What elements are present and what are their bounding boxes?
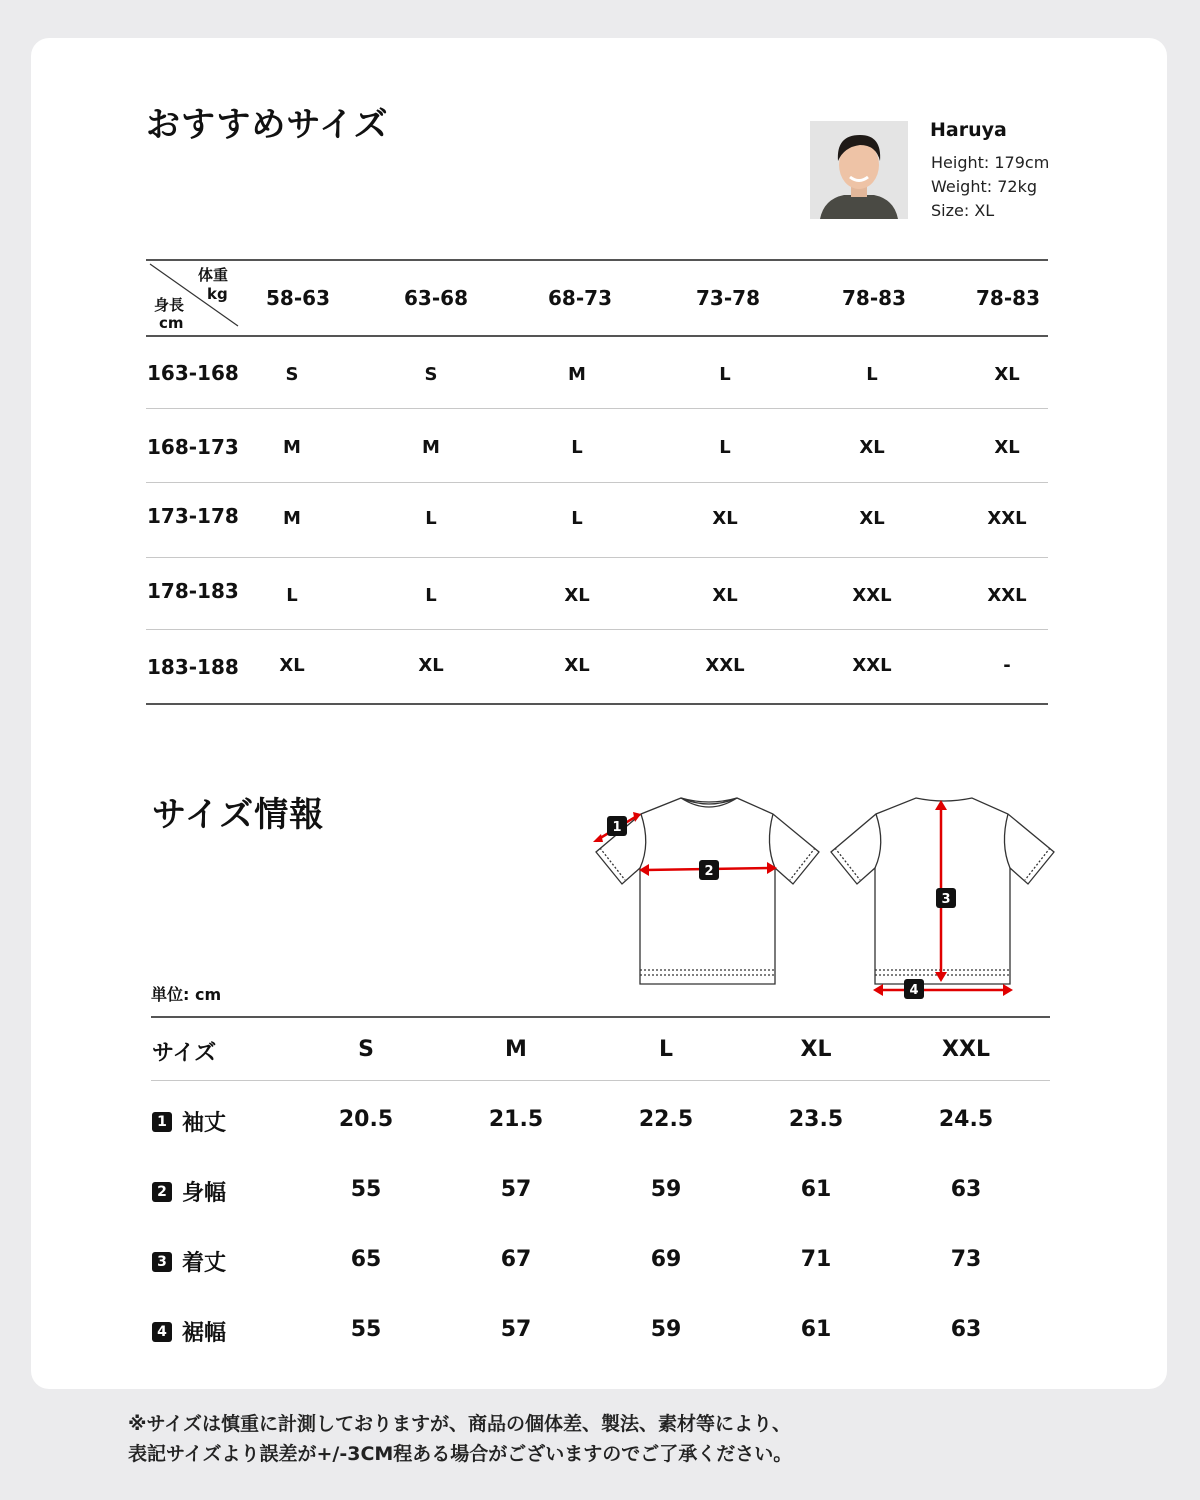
size-col-header: S <box>358 1037 374 1062</box>
diagram-badge-3: 3 <box>941 892 951 907</box>
measurement-name: 袖丈 <box>182 1111 227 1136</box>
size-cell: L <box>571 508 583 529</box>
size-cell: M <box>422 437 440 458</box>
measurement-badge: 3 <box>152 1252 172 1272</box>
table-header-rule <box>146 335 1048 337</box>
unit-label: 単位: cm <box>151 985 222 1004</box>
size-cell: XL <box>859 437 885 458</box>
model-photo <box>810 121 908 219</box>
weight-col-header: 63-68 <box>404 286 468 310</box>
size-cell: XL <box>994 364 1020 385</box>
size-cell: XXL <box>852 585 892 606</box>
size-cell: XL <box>712 508 738 529</box>
size-cell: XXL <box>987 508 1027 529</box>
measurement-label-width <box>152 1176 226 1207</box>
height-row-label: 173-178 <box>147 504 239 528</box>
measurement-value: 61 <box>800 1317 832 1342</box>
measurement-badge: 4 <box>152 1322 172 1342</box>
size-cell: XL <box>994 437 1020 458</box>
corner-height-unit: cm <box>159 314 184 332</box>
size-cell: S <box>285 364 299 385</box>
size-col-header: XXL <box>942 1037 990 1062</box>
size-cell: XL <box>279 655 305 676</box>
corner-height-label: 身長 <box>154 296 185 314</box>
weight-col-header: 58-63 <box>266 286 330 310</box>
measurement-value: 71 <box>800 1247 832 1272</box>
size-cell: XL <box>564 655 590 676</box>
size-table-top-rule <box>151 1016 1050 1018</box>
size-cell: XL <box>859 508 885 529</box>
model-name: Haruya <box>930 119 1007 141</box>
size-cell: M <box>283 508 301 529</box>
measurement-value: 23.5 <box>788 1107 844 1132</box>
weight-col-header: 78-83 <box>842 286 906 310</box>
measurement-value: 59 <box>650 1317 682 1342</box>
size-cell: XXL <box>705 655 745 676</box>
diagram-badge-4: 4 <box>909 983 919 998</box>
row-divider <box>146 629 1048 630</box>
diagram-badge-1: 1 <box>612 820 622 835</box>
measurement-value: 67 <box>500 1247 532 1272</box>
size-cell: XXL <box>852 655 892 676</box>
size-cell: XL <box>712 585 738 606</box>
size-cell: - <box>1003 655 1011 676</box>
measurement-value: 65 <box>350 1247 382 1272</box>
model-weight: Weight: 72kg <box>931 177 1037 196</box>
measurement-value: 57 <box>500 1177 532 1202</box>
measurement-value: 69 <box>650 1247 682 1272</box>
disclaimer-line-2: 表記サイズより誤差が+/-3CM程ある場合がございますのでご了承ください。 <box>128 1443 793 1465</box>
size-cell: L <box>425 585 437 606</box>
size-cell: L <box>866 364 878 385</box>
size-cell: S <box>424 364 438 385</box>
measurement-label-sleeve <box>152 1106 226 1137</box>
model-avatar-icon <box>810 121 908 219</box>
measurement-value: 24.5 <box>938 1107 994 1132</box>
row-divider <box>146 557 1048 558</box>
measurement-name: 身幅 <box>182 1181 227 1206</box>
corner-weight-unit: kg <box>207 285 228 303</box>
tshirt-diagram <box>585 790 1065 1005</box>
size-cell: L <box>719 437 731 458</box>
size-cell: L <box>571 437 583 458</box>
size-col-header: L <box>658 1037 674 1062</box>
measurement-value: 20.5 <box>338 1107 394 1132</box>
model-size: Size: XL <box>931 201 995 220</box>
measurement-value: 22.5 <box>638 1107 694 1132</box>
table-top-rule <box>146 259 1048 261</box>
measurement-value: 63 <box>950 1177 982 1202</box>
weight-col-header: 73-78 <box>696 286 760 310</box>
height-row-label: 183-188 <box>147 655 239 679</box>
measurement-value: 61 <box>800 1177 832 1202</box>
measurement-badge: 2 <box>152 1182 172 1202</box>
size-cell: M <box>283 437 301 458</box>
size-cell: XXL <box>987 585 1027 606</box>
corner-weight-label: 体重 <box>198 266 229 284</box>
measurement-badge: 1 <box>152 1112 172 1132</box>
disclaimer-line-1: ※サイズは慎重に計測しておりますが、商品の個体差、製法、素材等により、 <box>128 1413 791 1435</box>
measurement-name: 着丈 <box>182 1251 227 1276</box>
size-table-header-rule <box>151 1080 1050 1081</box>
row-divider <box>146 482 1048 483</box>
size-header-label: サイズ <box>152 1041 217 1066</box>
diagram-badge-2: 2 <box>704 864 714 879</box>
model-height: Height: 179cm <box>931 153 1050 172</box>
size-cell: L <box>719 364 731 385</box>
height-row-label: 168-173 <box>147 435 239 459</box>
recommend-title: おすすめサイズ <box>146 105 389 145</box>
size-col-header: XL <box>800 1037 832 1062</box>
sizeinfo-title: サイズ情報 <box>152 795 325 835</box>
measurement-name: 裾幅 <box>182 1321 227 1346</box>
row-divider <box>146 408 1048 409</box>
size-cell: L <box>286 585 298 606</box>
measurement-value: 63 <box>950 1317 982 1342</box>
size-cell: M <box>568 364 586 385</box>
weight-col-header: 78-83 <box>976 286 1040 310</box>
height-row-label: 178-183 <box>147 579 239 603</box>
size-cell: L <box>425 508 437 529</box>
table-bottom-rule <box>146 703 1048 705</box>
height-row-label: 163-168 <box>147 361 239 385</box>
size-cell: XL <box>564 585 590 606</box>
tshirt-front-icon <box>596 798 819 984</box>
measurement-value: 55 <box>350 1317 382 1342</box>
measurement-value: 59 <box>650 1177 682 1202</box>
measurement-label-length <box>152 1246 226 1277</box>
measurement-value: 73 <box>950 1247 982 1272</box>
measurement-label-hem <box>152 1316 226 1347</box>
measurement-value: 21.5 <box>488 1107 544 1132</box>
weight-col-header: 68-73 <box>548 286 612 310</box>
measurement-value: 55 <box>350 1177 382 1202</box>
measurement-value: 57 <box>500 1317 532 1342</box>
size-cell: XL <box>418 655 444 676</box>
size-col-header: M <box>505 1037 527 1062</box>
